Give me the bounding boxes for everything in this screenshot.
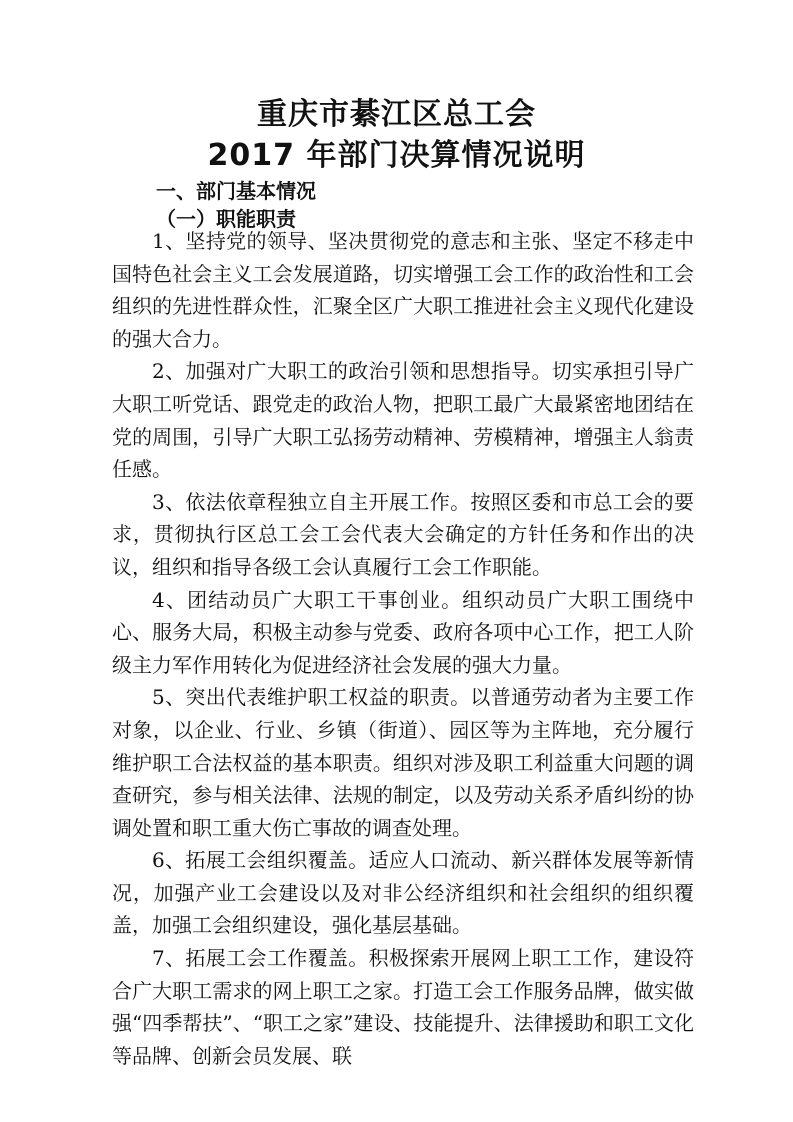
paragraph-3: 3、依法依章程独立自主开展工作。按照区委和市总工会的要求，贯彻执行区总工会工会代表大会确定的方针任务和作出的决议，组织和指导各级工会认真履行工会工作职能。 <box>112 489 694 579</box>
document-title-line2: 2017 年部门决算情况说明 <box>207 138 586 173</box>
section-heading: 一、部门基本情况 <box>156 179 316 203</box>
paragraph-1: 1、坚持党的领导、坚决贯彻党的意志和主张、坚定不移走中国特色社会主义工会发展道路，切实增强工会工作的政治性和工会组织的先进性群众性，汇聚全区广大职工推进社会主义现代化建设的强大合力。 <box>112 229 694 351</box>
body-text <box>112 225 694 1072</box>
document-title-line1: 重庆市綦江区总工会 <box>257 97 536 132</box>
paragraph-5: 5、突出代表维护职工权益的职责。以普通劳动者为主要工作对象，以企业、行业、乡镇（街道）、园区等为主阵地，充分履行维护职工合法权益的基本职责。组织对涉及职工利益重大问题的调查研究，参与相关法律、法规的制定，以及劳动关系矛盾纠纷的协调处置和职工重大伤亡事故的调查处理。 <box>112 685 694 840</box>
subsection-heading: （一）职能职责 <box>156 207 296 231</box>
paragraph-4: 4、团结动员广大职工干事创业。组织动员广大职工围绕中心、服务大局，积极主动参与党委、政府各项中心工作，把工人阶级主力军作用转化为促进经济社会发展的强大力量。 <box>112 587 694 677</box>
paragraph-7: 7、拓展工会工作覆盖。积极探索开展网上职工工作，建设符合广大职工需求的网上职工之家。打造工会工作服务品牌，做实做强“四季帮扶”、“职工之家”建设、技能提升、法律援助和职工文化等品牌、创新会员发展、联 <box>112 946 694 1068</box>
paragraph-2: 2、加强对广大职工的政治引领和思想指导。切实承担引导广大职工听党话、跟党走的政治人物，把职工最广大最紧密地团结在党的周围，引导广大职工弘扬劳动精神、劳模精神，增强主人翁责任感。 <box>112 359 694 482</box>
paragraph-6: 6、拓展工会组织覆盖。适应人口流动、新兴群体发展等新情况，加强产业工会建设以及对非公经济组织和社会组织的组织覆盖，加强工会组织建设，强化基层基础。 <box>112 848 694 938</box>
